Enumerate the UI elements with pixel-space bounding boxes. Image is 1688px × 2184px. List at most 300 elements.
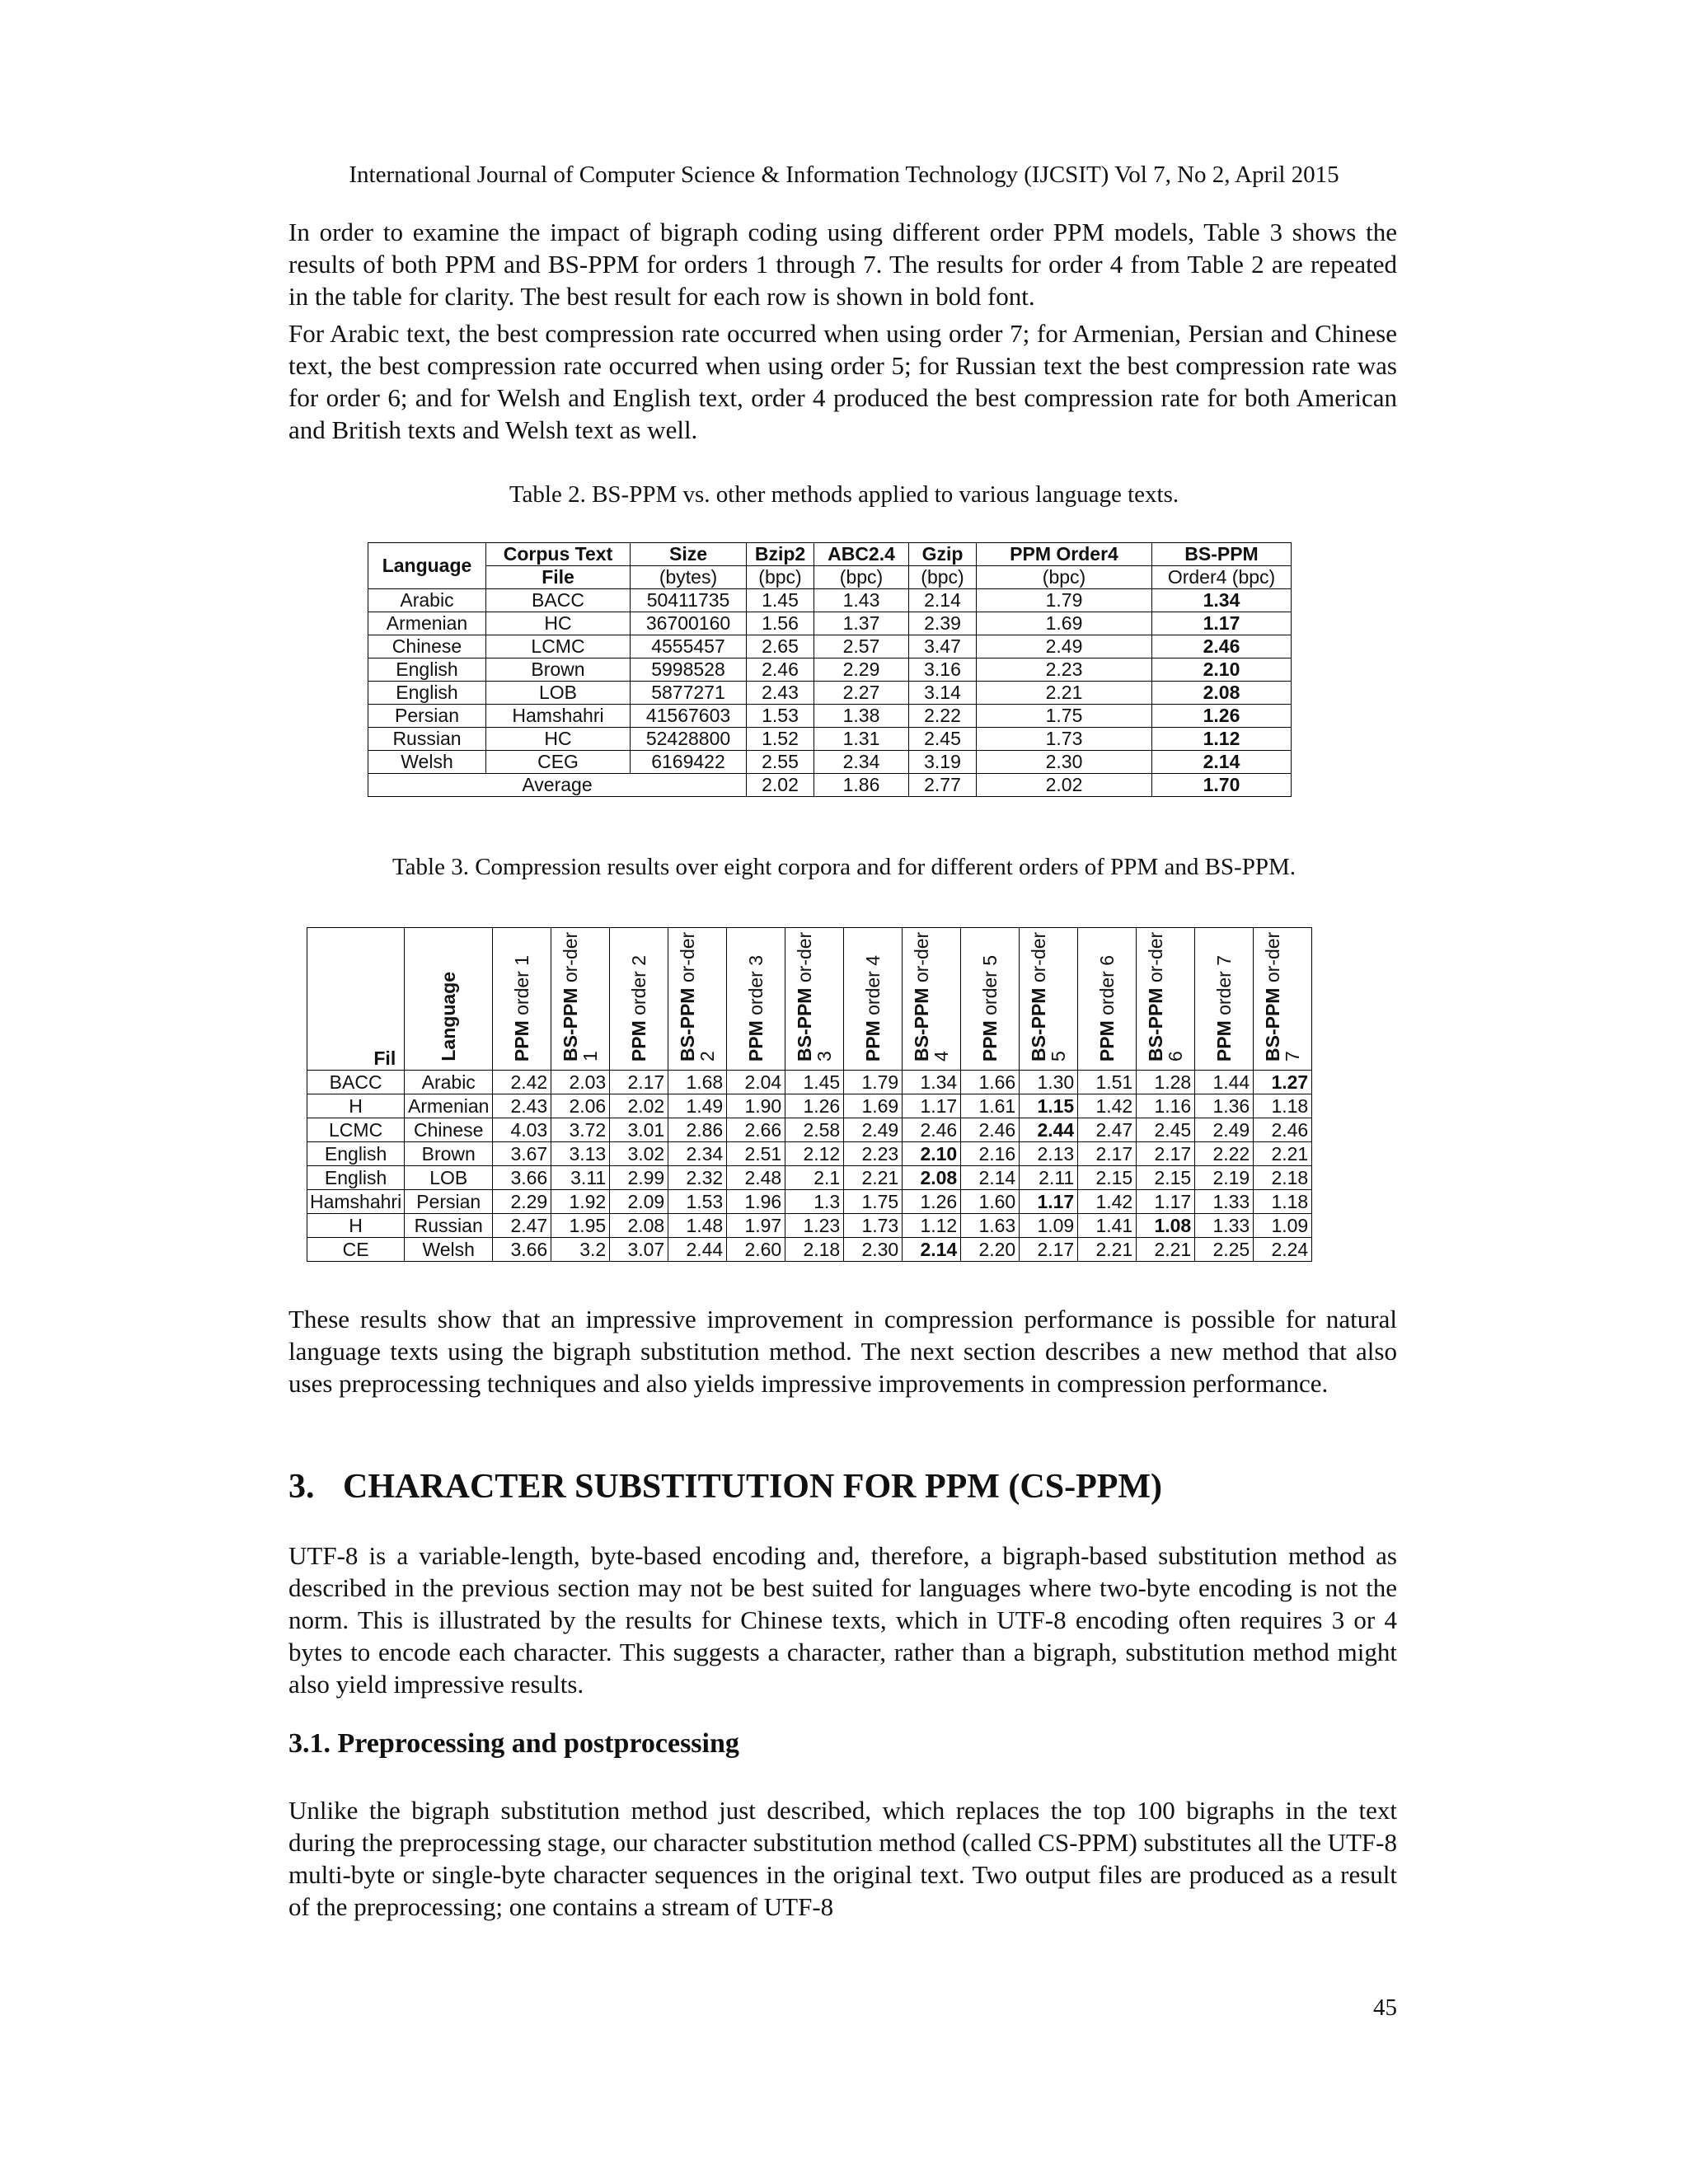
table3-value-cell: 1.97 <box>727 1214 785 1238</box>
table2-cell: 50411735 <box>631 589 747 612</box>
table3-header-col <box>668 928 727 1071</box>
table3-value-cell: 2.08 <box>903 1166 961 1190</box>
table2-cell: 1.31 <box>814 728 909 751</box>
table3-value-cell: 1.68 <box>668 1071 727 1094</box>
table2-cell: 1.73 <box>977 728 1152 751</box>
table3-language-cell: Persian <box>405 1190 493 1214</box>
table2-cell: 1.53 <box>747 705 814 728</box>
table3-value-cell: 3.2 <box>551 1238 610 1262</box>
table3-header-col <box>727 928 785 1071</box>
table3-value-cell: 2.34 <box>668 1142 727 1166</box>
table2-cell: 2.14 <box>1152 751 1292 774</box>
section-3-heading <box>288 1467 1162 1507</box>
table3-value-cell: 2.18 <box>1254 1166 1312 1190</box>
table3-row <box>307 1190 1312 1214</box>
table3-value-cell: 3.01 <box>610 1118 668 1142</box>
table2-cell: 2.23 <box>977 658 1152 682</box>
table3-value-cell: 1.28 <box>1137 1071 1195 1094</box>
table3-value-cell: 1.51 <box>1078 1071 1137 1094</box>
table3-header-col <box>493 928 551 1071</box>
table2-cell: 2.46 <box>747 658 814 682</box>
table3-value-cell: 2.10 <box>903 1142 961 1166</box>
table2-cell: LCMC <box>486 635 631 658</box>
table3-header-method: PPM <box>1096 1020 1118 1062</box>
table3-caption: Table 3. Compression results over eight corpora and for different orders of PPM and BS-PPM. <box>392 854 1296 880</box>
table3-value-cell: 2.17 <box>1137 1142 1195 1166</box>
table2-cell: 3.16 <box>909 658 977 682</box>
table3-language-cell: Russian <box>405 1214 493 1238</box>
section-3-title: CHARACTER SUBSTITUTION FOR PPM (CS-PPM) <box>343 1468 1163 1506</box>
table3-value-cell: 1.73 <box>844 1214 903 1238</box>
table2-cell: 1.56 <box>747 612 814 635</box>
table3-value-cell: 2.46 <box>961 1118 1020 1142</box>
page-number: 45 <box>1373 1994 1397 2021</box>
table3-file-cell: English <box>307 1142 405 1166</box>
table3-value-cell: 1.34 <box>903 1071 961 1094</box>
table3-value-cell: 2.12 <box>785 1142 844 1166</box>
table3-header-method: BS-PPM <box>794 987 816 1062</box>
table3-language-cell: LOB <box>405 1166 493 1190</box>
table2-header-row <box>368 543 1292 566</box>
table3-header-method: BS-PPM <box>677 987 699 1062</box>
table3-header-order: order 7 <box>1213 954 1236 1015</box>
table3-value-cell: 4.03 <box>493 1118 551 1142</box>
table3-header-label <box>560 928 600 1065</box>
table2-cell: HC <box>486 612 631 635</box>
table3-value-cell: 1.42 <box>1078 1190 1137 1214</box>
table3-header-order: order 2 <box>628 954 650 1015</box>
table3-value-cell: 1.92 <box>551 1190 610 1214</box>
table3-value-cell: 2.21 <box>1254 1142 1312 1166</box>
table3-value-cell: 1.42 <box>1078 1094 1137 1118</box>
table3-value-cell: 2.58 <box>785 1118 844 1142</box>
table3-value-cell: 3.13 <box>551 1142 610 1166</box>
table3-value-cell: 2.42 <box>493 1071 551 1094</box>
table3-header-col <box>610 928 668 1071</box>
table3-value-cell: 2.23 <box>844 1142 903 1166</box>
table3-header-method: PPM <box>628 1020 650 1062</box>
table3-row <box>307 1071 1312 1094</box>
table3-header-order: or-der 7 <box>1262 931 1304 1062</box>
table2-cell: LOB <box>486 682 631 705</box>
table3-value-cell: 1.17 <box>1137 1190 1195 1214</box>
table2-header-corpus: Corpus Text <box>486 543 631 566</box>
table3-header-method: PPM <box>979 1020 1001 1062</box>
table2-cell: 2.77 <box>909 774 977 797</box>
table2-cell: 5998528 <box>631 658 747 682</box>
table3-value-cell: 3.72 <box>551 1118 610 1142</box>
table2-header-row-2 <box>368 566 1292 589</box>
table3-header-label <box>678 928 717 1065</box>
table3-header-col <box>903 928 961 1071</box>
table2-header-gzip-sub: (bpc) <box>909 566 977 589</box>
table3-value-cell: 1.63 <box>961 1214 1020 1238</box>
table3-header-row <box>307 928 1312 1071</box>
table3-header-order: or-der 3 <box>794 931 836 1062</box>
table3-header-method: BS-PPM <box>911 987 933 1062</box>
table3-header-col <box>785 928 844 1071</box>
table3-value-cell: 1.17 <box>1020 1190 1078 1214</box>
table2-header-size-sub: (bytes) <box>631 566 747 589</box>
table2-cell: Persian <box>368 705 486 728</box>
table3-header-label <box>795 928 834 1065</box>
table3-value-cell: 1.18 <box>1254 1094 1312 1118</box>
table3-value-cell: 2.22 <box>1195 1142 1254 1166</box>
table3-value-cell: 2.47 <box>1078 1118 1137 1142</box>
table3-value-cell: 1.26 <box>785 1094 844 1118</box>
table3-value-cell: 2.21 <box>1078 1238 1137 1262</box>
table2-body <box>368 589 1292 797</box>
table2-average-row <box>368 774 1292 797</box>
table2-cell: 36700160 <box>631 612 747 635</box>
table3-value-cell: 1.53 <box>668 1190 727 1214</box>
table2-row <box>368 751 1292 774</box>
table3-value-cell: 2.30 <box>844 1238 903 1262</box>
table3-header-method: BS-PPM <box>1262 987 1284 1062</box>
table2-header-bzip2: Bzip2 <box>747 543 814 566</box>
table3-value-cell: 1.49 <box>668 1094 727 1118</box>
table2-cell: 1.70 <box>1152 774 1292 797</box>
table3-header-order: order 3 <box>745 954 767 1015</box>
table3-header-label <box>1146 928 1185 1065</box>
table3-file-cell: BACC <box>307 1071 405 1094</box>
table2-row <box>368 658 1292 682</box>
table3-value-cell: 2.99 <box>610 1166 668 1190</box>
table3-row <box>307 1142 1312 1166</box>
paragraph-utf8: UTF-8 is a variable-length, byte-based encoding and, therefore, a bigraph-based substitution method as described in the previous section may not be best suited for languages where two-byte encoding is not the norm. This is illustrated by the results for Chinese texts, which in UTF-8 encoding often requires 3 or 4 bytes to encode each character. This suggests a character, rather than a bigraph, substitution method might also yield impressive results. <box>288 1541 1397 1699</box>
table3-value-cell: 1.90 <box>727 1094 785 1118</box>
table2-header-abc: ABC2.4 <box>814 543 909 566</box>
table3-value-cell: 2.32 <box>668 1166 727 1190</box>
table2-cell: Russian <box>368 728 486 751</box>
table2-cell: HC <box>486 728 631 751</box>
table2-cell: 1.37 <box>814 612 909 635</box>
table2-cell: English <box>368 658 486 682</box>
table3-value-cell: 1.30 <box>1020 1071 1078 1094</box>
table3-value-cell: 1.15 <box>1020 1094 1078 1118</box>
table2-caption: Table 2. BS-PPM vs. other methods applied to various language texts. <box>509 481 1179 508</box>
table2-cell: Armenian <box>368 612 486 635</box>
table2-cell: 2.02 <box>747 774 814 797</box>
table3-header-order: or-der 6 <box>1145 931 1187 1062</box>
table2-cell: Hamshahri <box>486 705 631 728</box>
table2-cell: 2.21 <box>977 682 1152 705</box>
table2-cell: CEG <box>486 751 631 774</box>
table3-value-cell: 3.11 <box>551 1166 610 1190</box>
table2-cell: 2.30 <box>977 751 1152 774</box>
paragraph-results-summary: These results show that an impressive improvement in compression performance is possible for natural language texts using the bigraph substitution method. The next section describes a new method that also uses preprocessing techniques and also yields impressive improvements in compression performance. <box>288 1305 1397 1398</box>
table2-cell: 41567603 <box>631 705 747 728</box>
table3-value-cell: 1.26 <box>903 1190 961 1214</box>
table3-value-cell: 3.02 <box>610 1142 668 1166</box>
table3-value-cell: 2.46 <box>1254 1118 1312 1142</box>
table3-value-cell: 2.43 <box>493 1094 551 1118</box>
table2-header-corpus-sub: File <box>486 566 631 589</box>
table3-value-cell: 2.17 <box>1020 1238 1078 1262</box>
table3-header-label <box>629 952 649 1065</box>
table3-row <box>307 1166 1312 1190</box>
table3-header-method: PPM <box>745 1020 767 1062</box>
table3-value-cell: 1.09 <box>1254 1214 1312 1238</box>
table3-value-cell: 1.27 <box>1254 1071 1312 1094</box>
table3-value-cell: 2.09 <box>610 1190 668 1214</box>
table3-value-cell: 2.25 <box>1195 1238 1254 1262</box>
table3-language-cell: Brown <box>405 1142 493 1166</box>
table2-cell: 6169422 <box>631 751 747 774</box>
table3-value-cell: 1.45 <box>785 1071 844 1094</box>
table3-header-label <box>1214 952 1234 1065</box>
paragraph-table3-intro: In order to examine the impact of bigraph coding using different order PPM models, Table 3 shows the results of both PPM and BS-PPM for orders 1 through 7. The results for order 4 from Table 2 are repeated in the table for clarity. The best result for each row is shown in bold font. <box>288 218 1397 311</box>
table3-row <box>307 1094 1312 1118</box>
table2-header-bzip2-sub: (bpc) <box>747 566 814 589</box>
table3-value-cell: 1.41 <box>1078 1214 1137 1238</box>
table3-value-cell: 1.3 <box>785 1190 844 1214</box>
table3-value-cell: 1.18 <box>1254 1190 1312 1214</box>
table2-cell: 2.57 <box>814 635 909 658</box>
table3-header-col <box>1195 928 1254 1071</box>
table2-cell: 5877271 <box>631 682 747 705</box>
table3-value-cell: 2.16 <box>961 1142 1020 1166</box>
table3-value-cell: 2.02 <box>610 1094 668 1118</box>
table3-value-cell: 1.95 <box>551 1214 610 1238</box>
table3-body <box>307 1071 1312 1262</box>
table2-header-bsppm: BS-PPM <box>1152 543 1292 566</box>
table2-average-label: Average <box>368 774 747 797</box>
section-3-number: 3. <box>288 1468 315 1506</box>
table3-value-cell: 2.24 <box>1254 1238 1312 1262</box>
table3-value-cell: 2.29 <box>493 1190 551 1214</box>
table2-cell: 1.17 <box>1152 612 1292 635</box>
table3-header-method: BS-PPM <box>1145 987 1167 1062</box>
table3-file-cell: H <box>307 1094 405 1118</box>
table3-value-cell: 2.45 <box>1137 1118 1195 1142</box>
table2-cell: 2.43 <box>747 682 814 705</box>
table3-value-cell: 1.33 <box>1195 1190 1254 1214</box>
table3-value-cell: 2.21 <box>1137 1238 1195 1262</box>
table3-value-cell: 1.79 <box>844 1071 903 1094</box>
paragraph-order-results: For Arabic text, the best compression rate occurred when using order 7; for Armenian, Persian and Chinese text, the best compression rate occurred when using order 5; for Russian text the best compression rate was for order 6; and for Welsh and English text, order 4 produced the best compression rate for both American and British texts and Welsh text as well. <box>288 319 1397 444</box>
table3-value-cell: 2.11 <box>1020 1166 1078 1190</box>
table2 <box>368 542 1292 797</box>
table2-row <box>368 589 1292 612</box>
table3-header-col <box>1020 928 1078 1071</box>
table3-value-cell: 3.07 <box>610 1238 668 1262</box>
table3-value-cell: 2.51 <box>727 1142 785 1166</box>
table3-value-cell: 2.14 <box>961 1166 1020 1190</box>
table3-header-col <box>961 928 1020 1071</box>
table3-value-cell: 2.17 <box>610 1071 668 1094</box>
table2-cell: 3.47 <box>909 635 977 658</box>
running-header: International Journal of Computer Science & Information Technology (IJCSIT) Vol 7, No 2, April 2015 <box>349 162 1339 188</box>
table3-value-cell: 2.19 <box>1195 1166 1254 1190</box>
table2-cell: 1.75 <box>977 705 1152 728</box>
table3-value-cell: 2.20 <box>961 1238 1020 1262</box>
table2-row <box>368 705 1292 728</box>
table2-cell: Chinese <box>368 635 486 658</box>
table3-value-cell: 1.96 <box>727 1190 785 1214</box>
table3-value-cell: 2.06 <box>551 1094 610 1118</box>
table3-file-cell: LCMC <box>307 1118 405 1142</box>
table3-header-order: or-der 4 <box>911 931 953 1062</box>
table3-header-col <box>844 928 903 1071</box>
table3-header-order: or-der 5 <box>1028 931 1070 1062</box>
table3-language-cell: Arabic <box>405 1071 493 1094</box>
table2-cell: Brown <box>486 658 631 682</box>
table2-header-language: Language <box>368 543 486 589</box>
table3-header-order: order 5 <box>979 954 1001 1015</box>
table2-header-size: Size <box>631 543 747 566</box>
table3-value-cell: 1.12 <box>903 1214 961 1238</box>
table3-value-cell: 1.16 <box>1137 1094 1195 1118</box>
table3-row <box>307 1238 1312 1262</box>
table3-value-cell: 1.60 <box>961 1190 1020 1214</box>
table3-header-label <box>1263 928 1302 1065</box>
table3-value-cell: 2.03 <box>551 1071 610 1094</box>
table2-row <box>368 635 1292 658</box>
table2-cell: English <box>368 682 486 705</box>
table3-value-cell: 2.18 <box>785 1238 844 1262</box>
table3-value-cell: 2.17 <box>1078 1142 1137 1166</box>
table2-header-bsppm-sub: Order4 (bpc) <box>1152 566 1292 589</box>
table3-header-order: or-der 2 <box>677 931 719 1062</box>
table3-header-method: PPM <box>1213 1020 1236 1062</box>
table3-header-label <box>980 952 1000 1065</box>
table3-value-cell: 1.75 <box>844 1190 903 1214</box>
table3-value-cell: 2.60 <box>727 1238 785 1262</box>
paragraph-preprocessing: Unlike the bigraph substitution method just described, which replaces the top 100 bigraphs in the text during the preprocessing stage, our character substitution method (called CS-PPM) substitutes all the UTF-8 multi-byte or single-byte character sequences in the original text. Two output files are produced as a result of the preprocessing; one contains a stream of UTF-8 <box>288 1796 1397 1921</box>
table2-cell: 2.55 <box>747 751 814 774</box>
table3-header-method: PPM <box>862 1020 884 1062</box>
table3-value-cell: 2.04 <box>727 1071 785 1094</box>
table3-header-label <box>1097 952 1117 1065</box>
table3-file-cell: CE <box>307 1238 405 1262</box>
table2-cell: 2.39 <box>909 612 977 635</box>
table3-value-cell: 3.66 <box>493 1238 551 1262</box>
table2-cell: 2.45 <box>909 728 977 751</box>
table3-header-order: or-der 1 <box>560 931 602 1062</box>
table3-value-cell: 2.13 <box>1020 1142 1078 1166</box>
table2-cell: BACC <box>486 589 631 612</box>
table2-cell: 1.12 <box>1152 728 1292 751</box>
table3-value-cell: 2.15 <box>1078 1166 1137 1190</box>
table2-cell: Welsh <box>368 751 486 774</box>
table2-row <box>368 682 1292 705</box>
table2-header-ppm: PPM Order4 <box>977 543 1152 566</box>
table3-language-cell: Chinese <box>405 1118 493 1142</box>
table3-value-cell: 2.47 <box>493 1214 551 1238</box>
table3-value-cell: 2.1 <box>785 1166 844 1190</box>
table3-value-cell: 1.36 <box>1195 1094 1254 1118</box>
table3-value-cell: 2.49 <box>1195 1118 1254 1142</box>
table3-row <box>307 1214 1312 1238</box>
table2-cell: 3.14 <box>909 682 977 705</box>
table2-cell: 1.45 <box>747 589 814 612</box>
table3-value-cell: 2.86 <box>668 1118 727 1142</box>
table3-header-label <box>1029 928 1068 1065</box>
table2-cell: 2.46 <box>1152 635 1292 658</box>
table2-cell: 3.19 <box>909 751 977 774</box>
table2-cell: 2.65 <box>747 635 814 658</box>
table3-value-cell: 2.66 <box>727 1118 785 1142</box>
table3-value-cell: 1.09 <box>1020 1214 1078 1238</box>
table2-cell: 2.27 <box>814 682 909 705</box>
table2-row <box>368 612 1292 635</box>
table3-value-cell: 2.14 <box>903 1238 961 1262</box>
table3-header-language <box>405 928 493 1071</box>
table2-cell: 2.08 <box>1152 682 1292 705</box>
table3-header-language-label: Language <box>438 972 460 1062</box>
table3-header-col <box>551 928 610 1071</box>
table3-header-col <box>1254 928 1312 1071</box>
table3-value-cell: 3.66 <box>493 1166 551 1190</box>
table3-value-cell: 1.44 <box>1195 1071 1254 1094</box>
table3-value-cell: 2.08 <box>610 1214 668 1238</box>
table3-header-label <box>912 928 951 1065</box>
table3-header-col <box>1137 928 1195 1071</box>
table3-file-cell: English <box>307 1166 405 1190</box>
table3-language-cell: Welsh <box>405 1238 493 1262</box>
table2-cell: Arabic <box>368 589 486 612</box>
table3-header-label <box>863 952 883 1065</box>
table3-header-order: order 1 <box>511 954 533 1015</box>
table3 <box>307 927 1312 1262</box>
table3-value-cell: 2.49 <box>844 1118 903 1142</box>
table3-value-cell: 2.46 <box>903 1118 961 1142</box>
table3-value-cell: 2.48 <box>727 1166 785 1190</box>
table2-cell: 1.26 <box>1152 705 1292 728</box>
table2-cell: 2.14 <box>909 589 977 612</box>
table3-header-method: BS-PPM <box>560 987 582 1062</box>
table2-cell: 52428800 <box>631 728 747 751</box>
table3-file-cell: H <box>307 1214 405 1238</box>
table2-cell: 1.86 <box>814 774 909 797</box>
table3-value-cell: 1.33 <box>1195 1214 1254 1238</box>
table2-cell: 2.10 <box>1152 658 1292 682</box>
table3-value-cell: 1.61 <box>961 1094 1020 1118</box>
table3-header-label <box>512 952 532 1065</box>
table2-cell: 1.52 <box>747 728 814 751</box>
table2-cell: 1.79 <box>977 589 1152 612</box>
table2-cell: 2.34 <box>814 751 909 774</box>
table2-header-ppm-sub: (bpc) <box>977 566 1152 589</box>
table3-value-cell: 2.44 <box>1020 1118 1078 1142</box>
table2-cell: 1.38 <box>814 705 909 728</box>
table3-value-cell: 1.69 <box>844 1094 903 1118</box>
table3-value-cell: 2.44 <box>668 1238 727 1262</box>
table2-row <box>368 728 1292 751</box>
table2-cell: 1.43 <box>814 589 909 612</box>
table3-header-label <box>746 952 766 1065</box>
table3-header-order: order 6 <box>1096 954 1118 1015</box>
table3-header-method: BS-PPM <box>1028 987 1050 1062</box>
table2-cell: 2.49 <box>977 635 1152 658</box>
table2-cell: 2.02 <box>977 774 1152 797</box>
table2-cell: 1.69 <box>977 612 1152 635</box>
table3-value-cell: 1.17 <box>903 1094 961 1118</box>
table3-value-cell: 1.23 <box>785 1214 844 1238</box>
table3-language-cell: Armenian <box>405 1094 493 1118</box>
table3-row <box>307 1118 1312 1142</box>
table2-header-abc-sub: (bpc) <box>814 566 909 589</box>
table3-value-cell: 1.66 <box>961 1071 1020 1094</box>
table2-header-gzip: Gzip <box>909 543 977 566</box>
table2-cell: 1.34 <box>1152 589 1292 612</box>
table2-cell: 2.29 <box>814 658 909 682</box>
table3-header-order: order 4 <box>862 954 884 1015</box>
table3-value-cell: 1.08 <box>1137 1214 1195 1238</box>
table3-file-cell: Hamshahri <box>307 1190 405 1214</box>
section-3-1-heading: 3.1. Preprocessing and postprocessing <box>288 1728 739 1759</box>
